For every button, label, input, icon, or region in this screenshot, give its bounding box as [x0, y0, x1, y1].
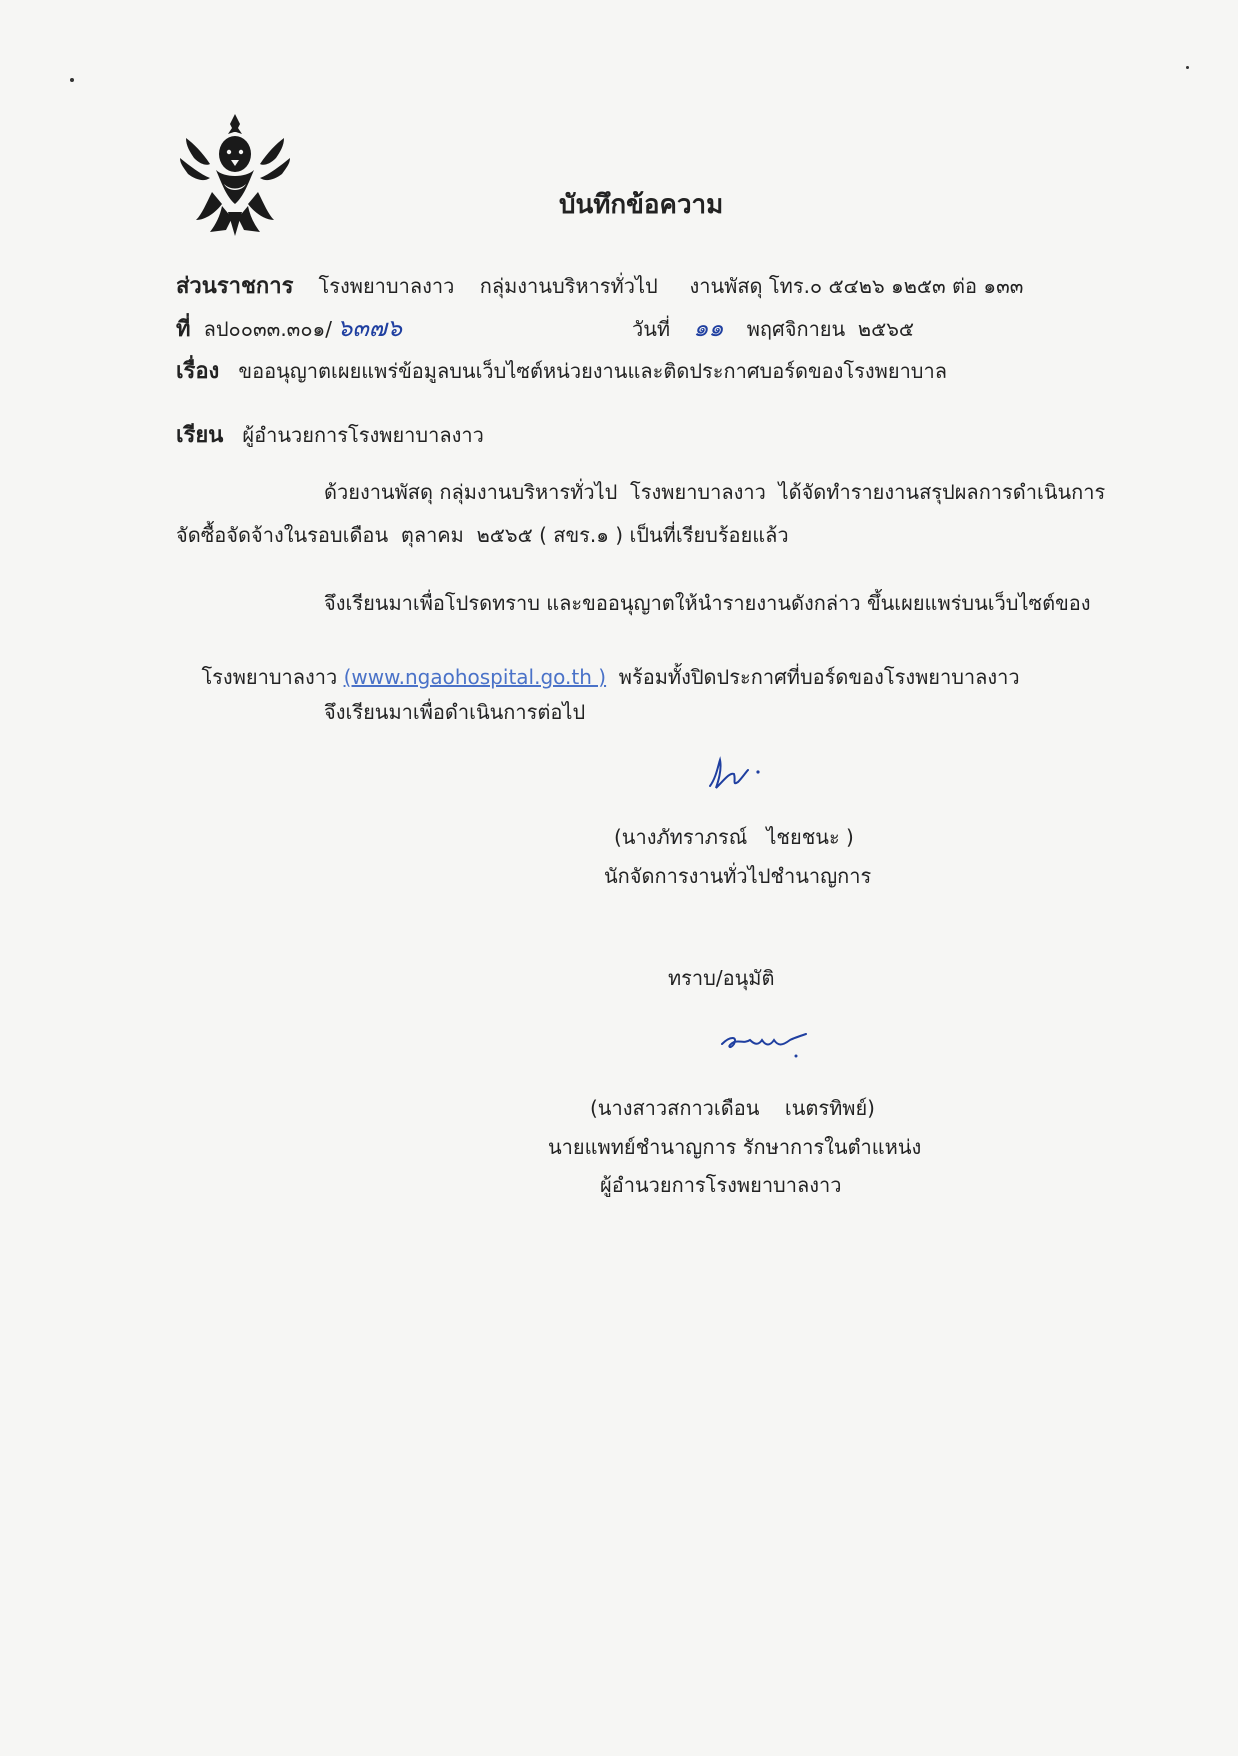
to-label: เรียน: [176, 423, 224, 448]
paragraph-1-line-1: ด้วยงานพัสดุ กลุ่มงานบริหารทั่วไป โรงพยาบาลงาว ได้จัดทำรายงานสรุปผลการดำเนินการ: [324, 480, 1106, 504]
signer-2-name: (นางสาวสกาวเดือน เนตรทิพย์): [590, 1096, 875, 1120]
date-day-handwritten: ๑๑: [693, 314, 724, 342]
scan-speck: [70, 78, 74, 82]
signer-2-position-2: ผู้อำนวยการโรงพยาบาลงาว: [600, 1173, 842, 1197]
garuda-emblem-icon: [176, 108, 294, 238]
to-row: [176, 417, 484, 452]
ref-handwritten: ๖๓๗๖: [337, 314, 403, 342]
agency-label: ส่วนราชการ: [176, 274, 294, 299]
paragraph-2-line-2-post: พร้อมทั้งปิดประกาศที่บอร์ดของโรงพยาบาลงาว: [606, 665, 1020, 689]
ref-label: ที่: [176, 317, 191, 342]
agency-value: โรงพยาบาลงาว กลุ่มงานบริหารทั่วไป งานพัสดุ โทร.๐ ๕๔๒๖ ๑๒๕๓ ต่อ ๑๓๓: [318, 274, 1024, 298]
to-value: ผู้อำนวยการโรงพยาบาลงาว: [242, 423, 484, 447]
approval-text: ทราบ/อนุมัติ: [668, 966, 775, 990]
paragraph-2-line-1: จึงเรียนมาเพื่อโปรดทราบ และขออนุญาตให้นำรายงานดังกล่าว ขึ้นเผยแพร่บนเว็บไซต์ของ: [324, 591, 1091, 615]
signer-1-name: (นางภัทราภรณ์ ไชยชนะ ): [614, 825, 854, 849]
paragraph-2-line-2: [176, 632, 1020, 722]
signature-2: [716, 1022, 812, 1064]
subject-row: [176, 353, 947, 388]
ref-row: [176, 308, 402, 347]
subject-label: เรื่อง: [176, 359, 220, 384]
signer-2-position-1: นายแพทย์ชำนาญการ รักษาการในตำแหน่ง: [548, 1135, 922, 1159]
paragraph-1-line-2: จัดซื้อจัดจ้างในรอบเดือน ตุลาคม ๒๕๖๕ ( สขร.๑ ) เป็นที่เรียบร้อยแล้ว: [176, 523, 789, 547]
date-month-year: พฤศจิกายน ๒๕๖๕: [746, 317, 915, 341]
scan-speck: [1186, 66, 1189, 69]
paragraph-2-line-2-pre: โรงพยาบาลงาว: [201, 665, 344, 689]
website-link[interactable]: (www.ngaohospital.go.th ): [343, 665, 607, 689]
agency-row: [176, 268, 1023, 303]
memo-title: บันทึกข้อความ: [559, 190, 724, 220]
paragraph-3: จึงเรียนมาเพื่อดำเนินการต่อไป: [324, 700, 586, 724]
date-label: วันที่: [632, 317, 671, 341]
subject-value: ขออนุญาตเผยแพร่ข้อมูลบนเว็บไซต์หน่วยงานและติดประกาศบอร์ดของโรงพยาบาล: [238, 359, 947, 383]
ref-value: ลป๐๐๓๓.๓๐๑/: [203, 317, 332, 341]
date-row: [632, 308, 914, 347]
signature-1: [704, 752, 768, 794]
signer-1-position: นักจัดการงานทั่วไปชำนาญการ: [604, 864, 872, 888]
